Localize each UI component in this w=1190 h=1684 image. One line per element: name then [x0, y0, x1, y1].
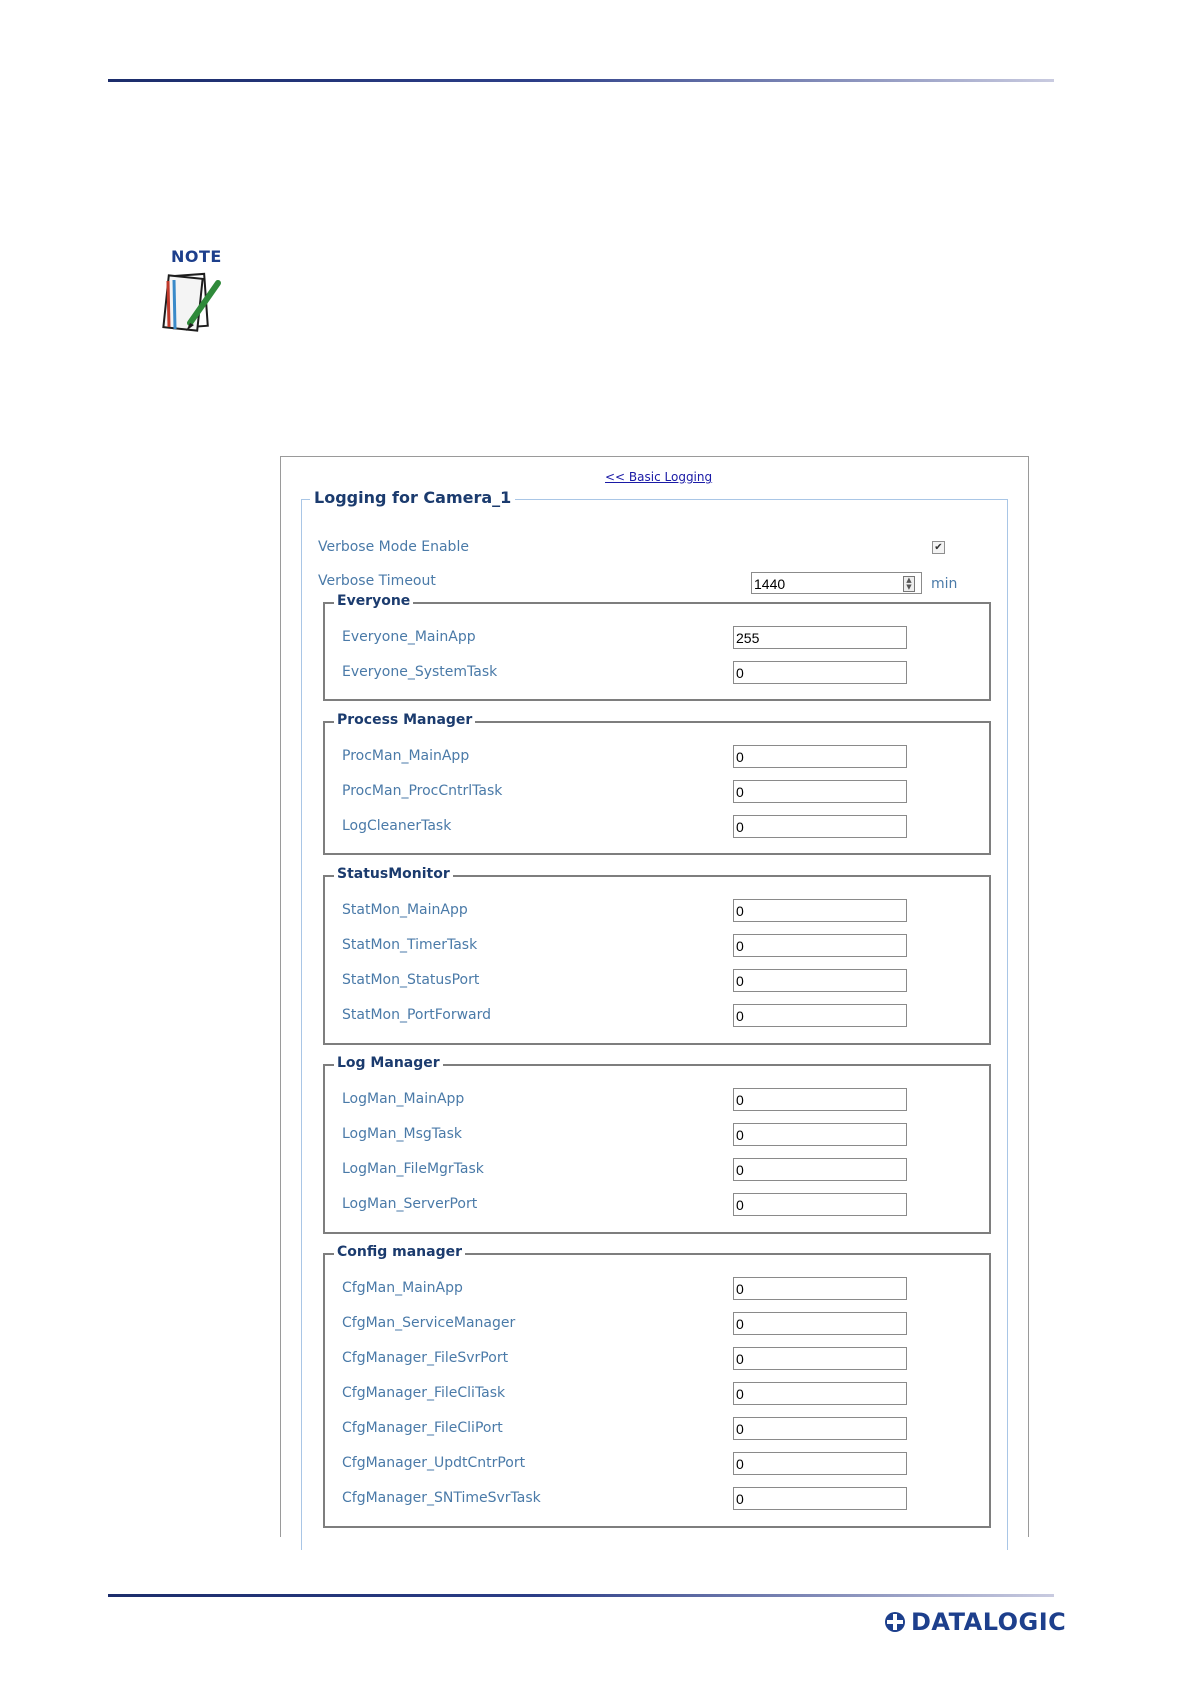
field-label: CfgManager_SNTimeSvrTask: [342, 1490, 541, 1506]
field-label: StatMon_StatusPort: [342, 972, 480, 988]
field-value: 0: [736, 1316, 744, 1332]
field-row: [342, 1452, 972, 1476]
field-input[interactable]: [733, 1452, 907, 1475]
field-row: [342, 1277, 972, 1301]
verbose-timeout-value: 1440: [754, 576, 786, 592]
group-title: Process Manager: [334, 712, 475, 728]
field-row: [342, 934, 972, 958]
field-value: 0: [736, 784, 744, 800]
field-input[interactable]: [733, 1004, 907, 1027]
group-everyone: [323, 593, 991, 701]
field-value: 0: [736, 1281, 744, 1297]
field-row: [342, 1487, 972, 1511]
basic-logging-link[interactable]: << Basic Logging: [605, 470, 713, 484]
field-input[interactable]: [733, 969, 907, 992]
field-label: StatMon_TimerTask: [342, 937, 478, 953]
field-input[interactable]: [733, 1487, 907, 1510]
field-value: 0: [736, 938, 744, 954]
group-status-monitor: [323, 866, 991, 1045]
field-row: [342, 1004, 972, 1028]
field-value: 0: [736, 1421, 744, 1437]
note-pad-icon: [160, 267, 232, 337]
field-input[interactable]: [733, 745, 907, 768]
field-label: ProcMan_ProcCntrlTask: [342, 783, 503, 799]
header-rule: [108, 79, 1054, 82]
field-label: LogCleanerTask: [342, 818, 452, 834]
field-input[interactable]: [733, 626, 907, 649]
field-input[interactable]: [733, 661, 907, 684]
field-row: [342, 1158, 972, 1182]
group-title: Everyone: [334, 593, 413, 609]
field-value: 0: [736, 973, 744, 989]
verbose-timeout-unit: min: [931, 576, 958, 592]
field-label: Everyone_MainApp: [342, 629, 476, 645]
verbose-timeout-spinner[interactable]: [751, 572, 922, 594]
field-label: ProcMan_MainApp: [342, 748, 470, 764]
field-row: [342, 1312, 972, 1336]
field-row: [342, 780, 972, 804]
field-row: [342, 1123, 972, 1147]
group-title: Log Manager: [334, 1055, 443, 1071]
field-row: [342, 815, 972, 839]
group-log-manager: [323, 1055, 991, 1234]
field-input[interactable]: [733, 1158, 907, 1181]
field-row: [342, 1417, 972, 1441]
field-input[interactable]: [733, 1123, 907, 1146]
verbose-mode-label: Verbose Mode Enable: [318, 539, 469, 555]
field-input[interactable]: [733, 899, 907, 922]
note-label: NOTE: [171, 247, 222, 266]
field-label: CfgMan_MainApp: [342, 1280, 463, 1296]
field-input[interactable]: [733, 1193, 907, 1216]
field-input[interactable]: [733, 1312, 907, 1335]
datalogic-mark-icon: [883, 1611, 907, 1633]
field-row: [342, 899, 972, 923]
field-value: 0: [736, 819, 744, 835]
field-label: StatMon_MainApp: [342, 902, 468, 918]
field-input[interactable]: [733, 815, 907, 838]
verbose-mode-checkbox[interactable]: ✔: [932, 541, 945, 554]
field-value: 255: [736, 630, 760, 646]
field-input[interactable]: [733, 1088, 907, 1111]
field-value: 0: [736, 1197, 744, 1213]
field-label: StatMon_PortForward: [342, 1007, 492, 1023]
field-value: 0: [736, 749, 744, 765]
field-input[interactable]: [733, 934, 907, 957]
logging-title: Logging for Camera_1: [310, 488, 515, 507]
field-input[interactable]: [733, 1347, 907, 1370]
field-value: 0: [736, 1127, 744, 1143]
field-label: LogMan_MainApp: [342, 1091, 465, 1107]
field-value: 0: [736, 1386, 744, 1402]
field-row: [342, 661, 972, 685]
field-input[interactable]: [733, 1417, 907, 1440]
field-row: [342, 1193, 972, 1217]
field-value: 0: [736, 1092, 744, 1108]
footer-rule: [108, 1594, 1054, 1597]
field-label: CfgManager_UpdtCntrPort: [342, 1455, 526, 1471]
field-value: 0: [736, 665, 744, 681]
group-title: Config manager: [334, 1244, 465, 1260]
group-title: StatusMonitor: [334, 866, 453, 882]
field-label: CfgMan_ServiceManager: [342, 1315, 516, 1331]
group-config-manager: [323, 1244, 991, 1528]
field-row: [342, 745, 972, 769]
group-process-manager: [323, 712, 991, 855]
field-value: 0: [736, 1491, 744, 1507]
field-label: LogMan_MsgTask: [342, 1126, 463, 1142]
field-label: CfgManager_FileSvrPort: [342, 1350, 509, 1366]
field-label: CfgManager_FileCliTask: [342, 1385, 506, 1401]
field-label: LogMan_FileMgrTask: [342, 1161, 484, 1177]
verbose-timeout-label: Verbose Timeout: [318, 573, 436, 589]
field-row: [342, 1088, 972, 1112]
logo-text: DATALOGIC: [911, 1608, 1067, 1636]
note-callout: [160, 247, 240, 337]
field-label: CfgManager_FileCliPort: [342, 1420, 503, 1436]
logging-screenshot: [280, 456, 1029, 1537]
field-input[interactable]: [733, 780, 907, 803]
field-input[interactable]: [733, 1382, 907, 1405]
field-row: [342, 626, 972, 650]
field-value: 0: [736, 1456, 744, 1472]
field-row: [342, 1347, 972, 1371]
spinner-arrows-icon[interactable]: ▲ ▼: [903, 576, 915, 592]
field-value: 0: [736, 1008, 744, 1024]
field-input[interactable]: [733, 1277, 907, 1300]
field-label: LogMan_ServerPort: [342, 1196, 478, 1212]
field-value: 0: [736, 903, 744, 919]
verbose-mode-row: [318, 535, 998, 561]
field-label: Everyone_SystemTask: [342, 664, 498, 680]
field-value: 0: [736, 1351, 744, 1367]
field-row: [342, 1382, 972, 1406]
field-value: 0: [736, 1162, 744, 1178]
field-row: [342, 969, 972, 993]
